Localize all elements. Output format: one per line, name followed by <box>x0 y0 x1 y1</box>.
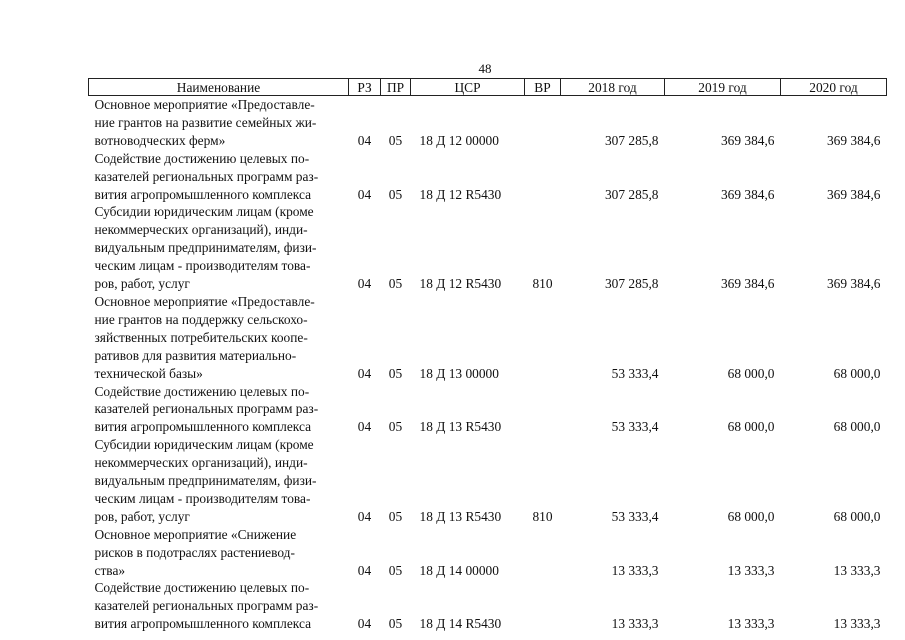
cell-name <box>89 293 349 383</box>
table-row <box>89 203 887 293</box>
cell-name <box>89 383 349 437</box>
name-line: ческим лицам - производителям това- <box>94 490 311 506</box>
cell-2018: 53 333,4 <box>611 419 659 435</box>
cell-pr: 05 <box>388 365 403 381</box>
cell-pr: 05 <box>388 186 403 202</box>
cell-pr: 05 <box>388 276 403 292</box>
cell-rz: 04 <box>357 508 372 524</box>
cell-2020: 369 384,6 <box>826 132 881 148</box>
name-line: ров, работ, услуг <box>94 276 190 292</box>
table-row <box>89 436 887 526</box>
cell-pr: 05 <box>388 616 403 632</box>
name-line: вития агропромышленного комплекса <box>94 419 312 435</box>
cell-2019: 369 384,6 <box>720 276 775 292</box>
cell-rz: 04 <box>357 419 372 435</box>
cell-2020: 68 000,0 <box>833 419 881 435</box>
name-line: некоммерческих организаций), инди- <box>94 222 308 238</box>
cell-csr: 18 Д 13 00000 <box>419 365 499 381</box>
cell-2019: 68 000,0 <box>727 508 775 524</box>
name-line: казателей региональных программ раз- <box>94 401 319 417</box>
budget-table <box>88 78 887 633</box>
name-line: ние грантов на поддержку сельскохо- <box>94 311 308 327</box>
table-header-row <box>89 79 887 96</box>
cell-name <box>89 96 349 150</box>
name-line: казателей региональных программ раз- <box>94 598 319 614</box>
cell-name <box>89 526 349 580</box>
name-line: казателей региональных программ раз- <box>94 168 319 184</box>
table-row <box>89 293 887 383</box>
cell-vr <box>525 526 561 580</box>
header-rz: РЗ <box>349 79 381 96</box>
cell-vr <box>525 96 561 150</box>
cell-pr: 05 <box>388 508 403 524</box>
table-row <box>89 579 887 633</box>
header-2019: 2019 год <box>665 79 781 96</box>
name-line: видуальным предпринимателям, физи- <box>94 240 317 256</box>
cell-2020: 13 333,3 <box>833 562 881 578</box>
name-line: ров, работ, услуг <box>94 508 190 524</box>
cell-csr: 18 Д 12 R5430 <box>419 186 502 202</box>
cell-name <box>89 203 349 293</box>
name-line: технической базы» <box>94 365 203 381</box>
cell-name <box>89 579 349 633</box>
cell-rz: 04 <box>357 616 372 632</box>
cell-pr: 05 <box>388 562 403 578</box>
cell-2019: 13 333,3 <box>727 562 775 578</box>
cell-rz: 04 <box>357 562 372 578</box>
cell-2020: 68 000,0 <box>833 508 881 524</box>
cell-rz: 04 <box>357 276 372 292</box>
cell-csr: 18 Д 14 00000 <box>419 562 499 578</box>
header-vr: ВР <box>525 79 561 96</box>
table-row <box>89 150 887 204</box>
name-line: Содействие достижению целевых по- <box>94 150 310 166</box>
table-row <box>89 526 887 580</box>
header-2020: 2020 год <box>781 79 887 96</box>
cell-pr: 05 <box>388 419 403 435</box>
cell-2019: 13 333,3 <box>727 616 775 632</box>
cell-vr <box>525 383 561 437</box>
name-line: ства» <box>94 562 126 578</box>
cell-csr: 18 Д 14 R5430 <box>419 616 502 632</box>
name-line: зяйственных потребительских коопе- <box>94 329 308 345</box>
header-name: Наименование <box>89 79 349 96</box>
cell-pr: 05 <box>388 132 403 148</box>
name-line: Субсидии юридическим лицам (кроме <box>94 204 314 220</box>
name-line: Субсидии юридическим лицам (кроме <box>94 437 314 453</box>
name-line: вотноводческих ферм» <box>94 132 226 148</box>
header-pr: ПР <box>381 79 411 96</box>
cell-2020: 369 384,6 <box>826 186 881 202</box>
cell-2020: 68 000,0 <box>833 365 881 381</box>
cell-csr: 18 Д 12 R5430 <box>419 276 502 292</box>
cell-2018: 307 285,8 <box>604 186 659 202</box>
name-line: Содействие достижению целевых по- <box>94 580 310 596</box>
name-line: ние грантов на развитие семейных жи- <box>94 114 317 130</box>
name-line: некоммерческих организаций), инди- <box>94 455 308 471</box>
name-line: Содействие достижению целевых по- <box>94 383 310 399</box>
name-line: ративов для развития материально- <box>94 347 297 363</box>
cell-vr: 810 <box>532 276 553 292</box>
cell-2019: 68 000,0 <box>727 365 775 381</box>
cell-vr: 810 <box>532 508 553 524</box>
name-line: Основное мероприятие «Предоставле- <box>94 97 315 112</box>
header-2018: 2018 год <box>561 79 665 96</box>
name-line: Основное мероприятие «Снижение <box>94 526 297 542</box>
table-body <box>89 96 887 634</box>
cell-name <box>89 436 349 526</box>
cell-2018: 307 285,8 <box>604 132 659 148</box>
cell-vr <box>525 579 561 633</box>
cell-2020: 369 384,6 <box>826 276 881 292</box>
cell-2018: 13 333,3 <box>611 616 659 632</box>
cell-vr <box>525 293 561 383</box>
table-row <box>89 96 887 150</box>
cell-2019: 369 384,6 <box>720 186 775 202</box>
cell-name <box>89 150 349 204</box>
name-line: видуальным предпринимателям, физи- <box>94 473 317 489</box>
page-number: 48 <box>478 61 492 76</box>
name-line: Основное мероприятие «Предоставле- <box>94 293 315 309</box>
table-row <box>89 383 887 437</box>
cell-csr: 18 Д 13 R5430 <box>419 508 502 524</box>
cell-rz: 04 <box>357 186 372 202</box>
cell-csr: 18 Д 12 00000 <box>419 132 499 148</box>
cell-2019: 68 000,0 <box>727 419 775 435</box>
cell-2020: 13 333,3 <box>833 616 881 632</box>
cell-rz: 04 <box>357 365 372 381</box>
cell-2018: 307 285,8 <box>604 276 659 292</box>
cell-vr <box>525 150 561 204</box>
name-line: рисков в подотраслях растениевод- <box>94 544 295 560</box>
cell-rz: 04 <box>357 132 372 148</box>
cell-2018: 53 333,4 <box>611 508 659 524</box>
header-csr: ЦСР <box>411 79 525 96</box>
name-line: ческим лицам - производителям това- <box>94 258 311 274</box>
name-line: вития агропромышленного комплекса <box>94 186 312 202</box>
cell-2018: 53 333,4 <box>611 365 659 381</box>
cell-2018: 13 333,3 <box>611 562 659 578</box>
cell-2019: 369 384,6 <box>720 132 775 148</box>
name-line: вития агропромышленного комплекса <box>94 616 312 632</box>
cell-csr: 18 Д 13 R5430 <box>419 419 502 435</box>
